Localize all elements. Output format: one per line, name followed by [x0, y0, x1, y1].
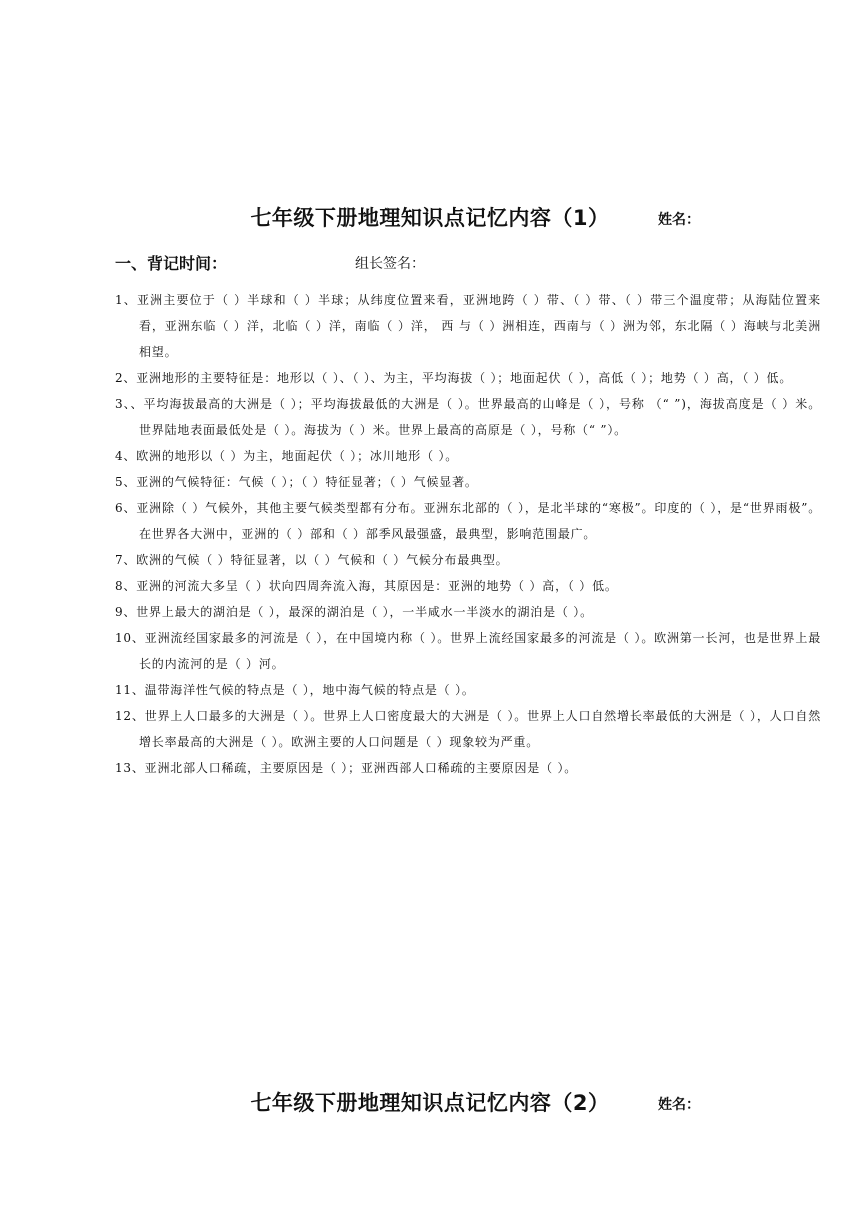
- name-label: 姓名：: [658, 212, 700, 228]
- name-label: 姓名：: [658, 1097, 700, 1113]
- list-item: 13、亚洲北部人口稀疏，主要原因是（ ）；亚洲西部人口稀疏的主要原因是（ ）。: [115, 761, 578, 775]
- list-item: 10、亚洲流经国家最多的河流是（ ），在中国境内称（ ）。世界上流经国家最多的河流是（ ）。欧洲第一长河，也是世界上最长的内流河的是（ ）河。: [115, 631, 821, 671]
- list-item: 3、、平均海拔最高的大洲是（ ）；平均海拔最低的大洲是（ ）。世界最高的山峰是（ ），号称 （“ ”)，海拔高度是（ ）米。世界陆地表面最低处是（ ）。海拔为（ ）米。世界上最高的高原是（ ），号称（“ ”）。: [115, 397, 821, 437]
- list-item: 6、亚洲除（ ）气候外，其他主要气候类型都有分布。亚洲东北部的（ ），是北半球的“寒极”。印度的（ ），是“世界雨极”。在世界各大洲中，亚洲的（ ）部和（ ）部季风最强盛，最典型，影响范围最广。: [115, 501, 821, 541]
- title-text: 七年级下册地理知识点记忆内容（2）: [250, 1091, 610, 1115]
- list-item: 1、亚洲主要位于（ ）半球和（ ）半球；从纬度位置来看，亚洲地跨（ ）带、（ ）带、（ ）带三个温度带；从海陆位置来看，亚洲东临（ ）洋，北临（ ）洋，南临（ ）洋， 西 与（ ）洲相连，西南与（ ）洲为邻，东北隔（ ）海峡与北美洲相望。: [115, 293, 821, 359]
- question-list: [115, 287, 821, 781]
- list-item: 7、欧洲的气候（ ）特征显著，以（ ）气候和（ ）气候分布最典型。: [115, 553, 509, 567]
- list-item: 4、欧洲的地形以（ ）为主，地面起伏（ ）；冰川地形（ ）。: [115, 449, 459, 463]
- list-item: 5、亚洲的气候特征：气候（ ）；（ ）特征显著；（ ）气候显著。: [115, 475, 478, 489]
- page-title-1: [0, 202, 860, 232]
- page-title-2: [0, 1087, 860, 1117]
- list-item: 2、亚洲地形的主要特征是：地形以（ ）、（ ）、为主，平均海拔（ ）；地面起伏（ ），高低（ ）；地势（ ）高，（ ）低。: [115, 371, 793, 385]
- title-text: 七年级下册地理知识点记忆内容（1）: [250, 206, 610, 230]
- section-heading: 一、背记时间：: [115, 254, 228, 273]
- list-item: 8、亚洲的河流大多呈（ ）状向四周奔流入海，其原因是：亚洲的地势（ ）高，（ ）低。: [115, 579, 618, 593]
- signature-label: 组长签名：: [355, 256, 425, 272]
- list-item: 11、温带海洋性气候的特点是（ ），地中海气候的特点是（ ）。: [115, 683, 475, 697]
- list-item: 12、世界上人口最多的大洲是（ ）。世界上人口密度最大的大洲是（ ）。世界上人口自然增长率最低的大洲是（ ），人口自然增长率最高的大洲是（ ）。欧洲主要的人口问题是（ ）现象较为严重。: [115, 709, 821, 749]
- section-header: [115, 252, 735, 274]
- list-item: 9、世界上最大的湖泊是（ ），最深的湖泊是（ ），一半咸水一半淡水的湖泊是（ ）。: [115, 605, 593, 619]
